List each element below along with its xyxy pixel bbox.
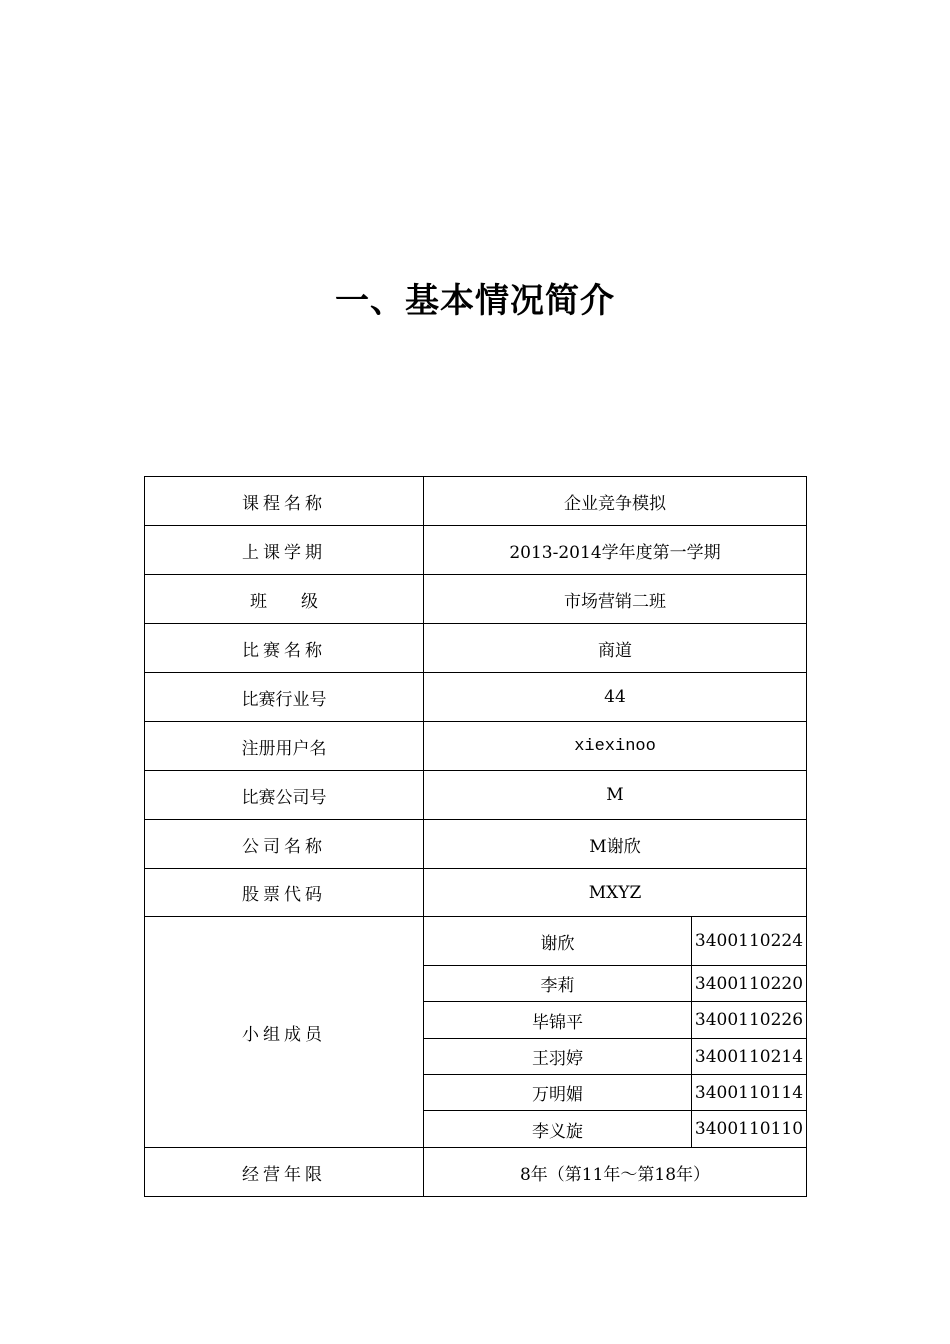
member-name: 谢欣 [424, 917, 692, 966]
member-id: 3400110114 [692, 1075, 807, 1111]
page-title: 一、基本情况简介 [335, 281, 615, 321]
row-label-competition-name: 比赛名称 [145, 624, 424, 673]
row-value-stock-code: MXYZ [424, 869, 807, 917]
member-id: 3400110110 [692, 1111, 807, 1148]
row-value-company-number: M [424, 771, 807, 820]
table-row [145, 820, 807, 869]
table-row [145, 624, 807, 673]
table-row [145, 869, 807, 917]
table-row [145, 477, 807, 526]
row-label-industry-number: 比赛行业号 [145, 673, 424, 722]
basic-info-table [144, 476, 807, 1197]
row-label-company-number: 比赛公司号 [145, 771, 424, 820]
table-row [145, 673, 807, 722]
row-value-industry-number: 44 [424, 673, 807, 722]
table-row [145, 1148, 807, 1197]
row-label-duration: 经营年限 [145, 1148, 424, 1197]
row-value-semester: 2013-2014学年度第一学期 [424, 526, 807, 575]
member-id: 3400110224 [692, 917, 807, 966]
member-name: 李莉 [424, 966, 692, 1002]
row-value-username: xiexinoo [424, 722, 807, 771]
table-row [145, 722, 807, 771]
row-label-semester: 上课学期 [145, 526, 424, 575]
row-label-course-name: 课程名称 [145, 477, 424, 526]
member-name: 李义旋 [424, 1111, 692, 1148]
members-label: 小组成员 [145, 917, 424, 1148]
table-row [145, 575, 807, 624]
row-value-class: 市场营销二班 [424, 575, 807, 624]
member-name: 王羽婷 [424, 1039, 692, 1075]
member-name: 毕锦平 [424, 1002, 692, 1039]
row-value-competition-name: 商道 [424, 624, 807, 673]
row-label-company-name: 公司名称 [145, 820, 424, 869]
table-row [145, 771, 807, 820]
table-row [145, 526, 807, 575]
member-id: 3400110220 [692, 966, 807, 1002]
row-label-username: 注册用户名 [145, 722, 424, 771]
row-value-course-name: 企业竞争模拟 [424, 477, 807, 526]
row-label-class: 班 级 [145, 575, 424, 624]
member-row [145, 917, 807, 966]
member-name: 万明媚 [424, 1075, 692, 1111]
row-value-duration: 8年（第11年～第18年） [424, 1148, 807, 1197]
row-value-company-name: M谢欣 [424, 820, 807, 869]
member-id: 3400110214 [692, 1039, 807, 1075]
member-id: 3400110226 [692, 1002, 807, 1039]
row-label-stock-code: 股票代码 [145, 869, 424, 917]
